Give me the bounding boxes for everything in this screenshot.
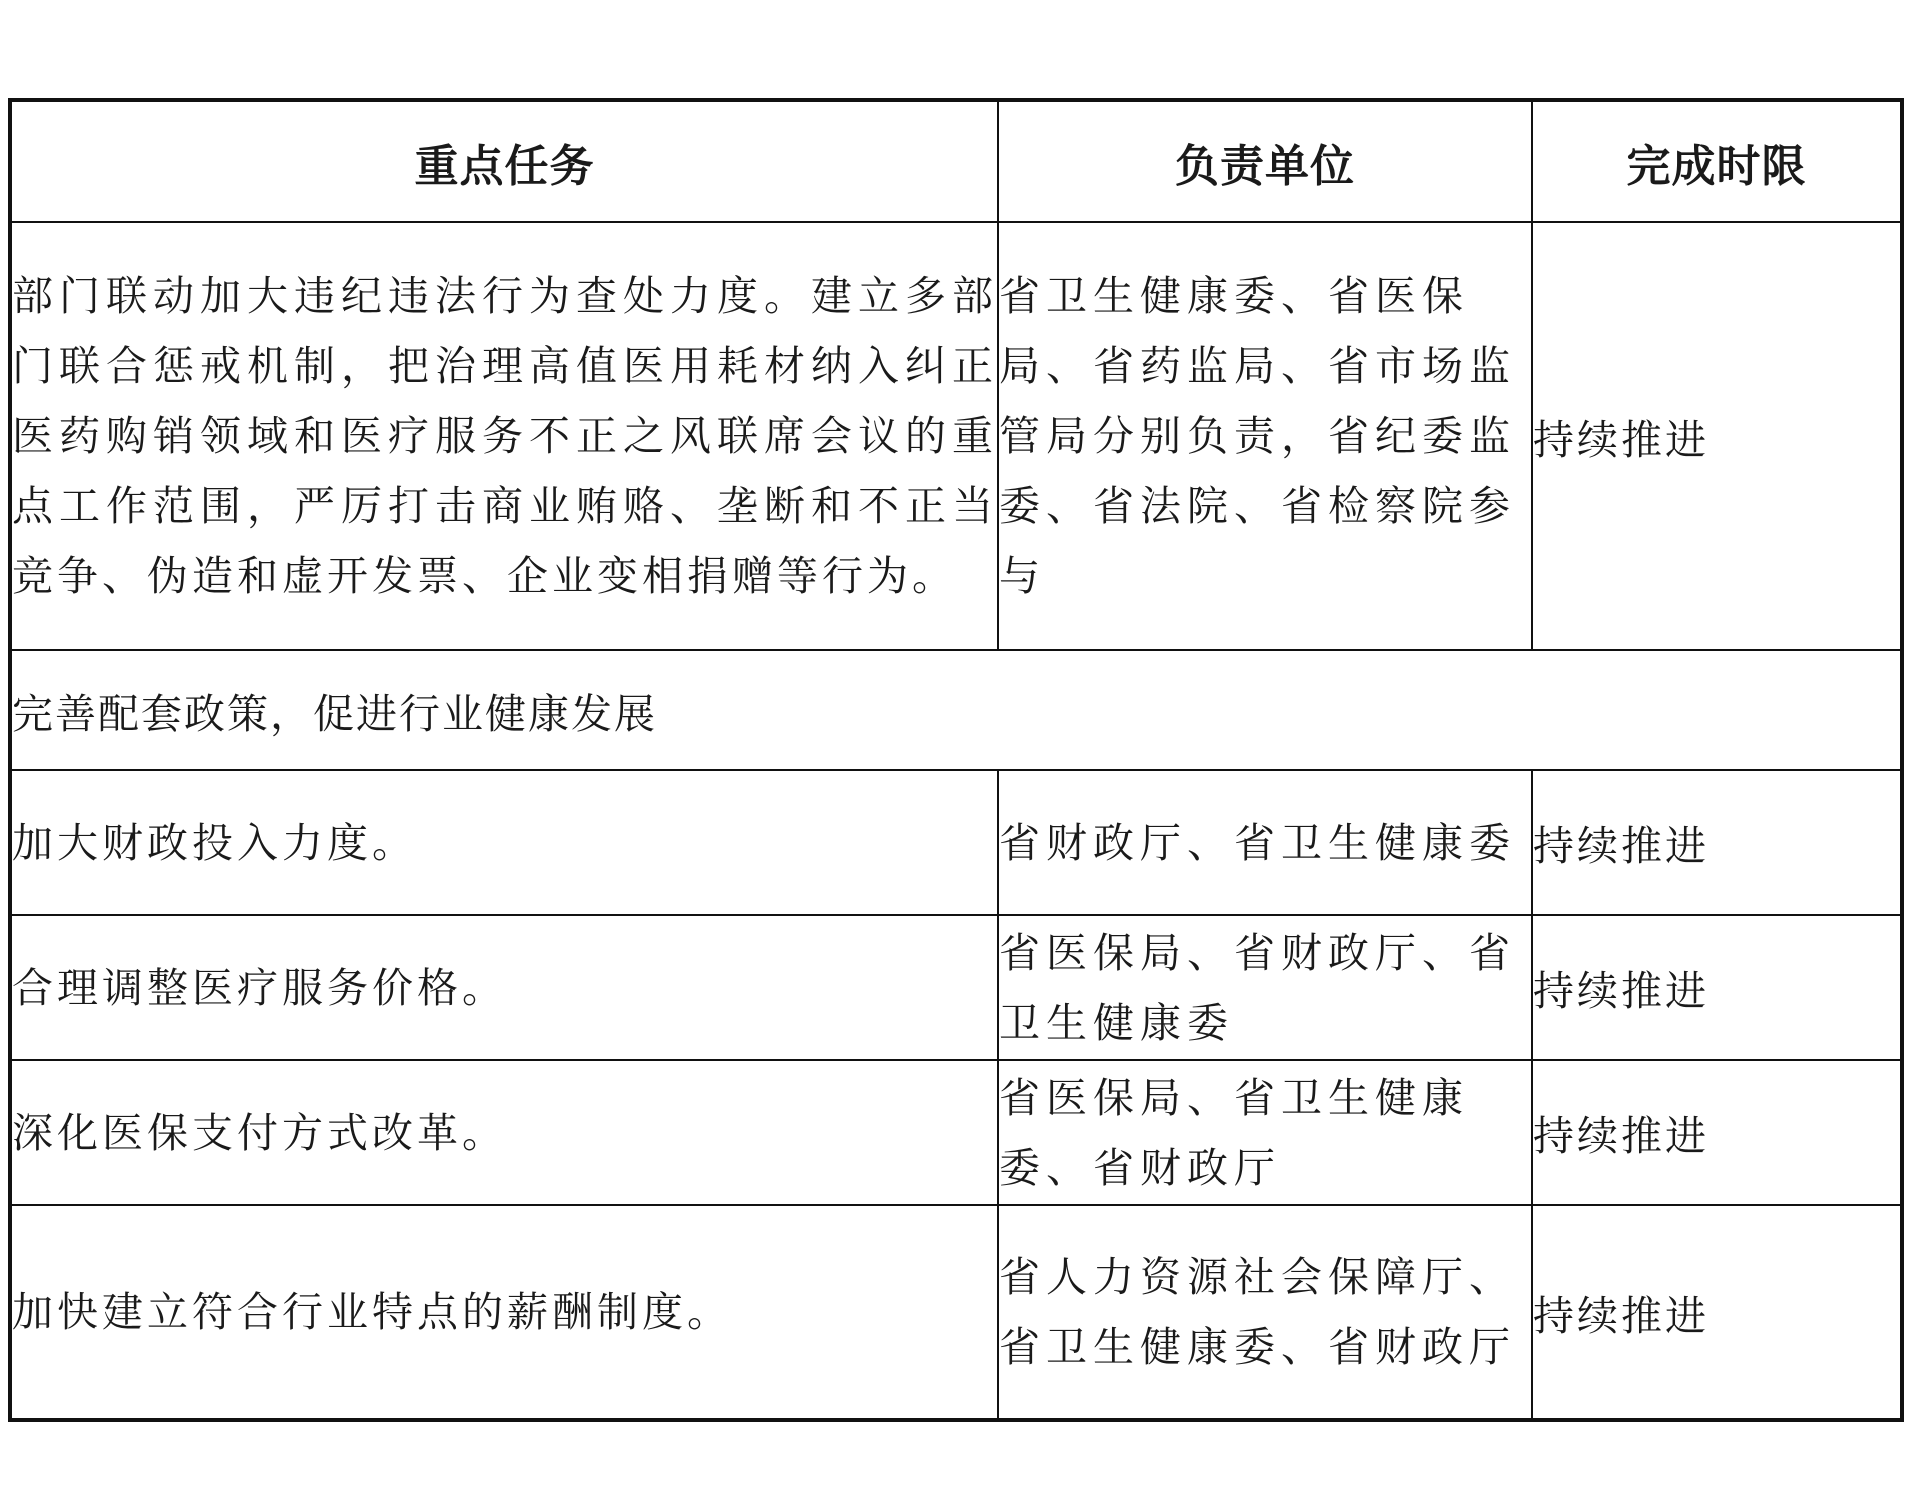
table-header-row	[10, 100, 1902, 222]
section-row	[10, 650, 1902, 770]
table-row	[10, 1205, 1902, 1420]
unit-cell: 省人力资源社会保障厅、省卫生健康委、省财政厅	[998, 1205, 1532, 1420]
table-row	[10, 770, 1902, 915]
deadline-cell: 持续推进	[1532, 915, 1902, 1060]
header-deadline: 完成时限	[1532, 100, 1902, 222]
deadline-cell: 持续推进	[1532, 1205, 1902, 1420]
task-cell: 深化医保支付方式改革。	[10, 1060, 998, 1205]
task-cell: 加快建立符合行业特点的薪酬制度。	[10, 1205, 998, 1420]
task-table	[8, 98, 1904, 1422]
deadline-cell: 持续推进	[1532, 222, 1902, 650]
unit-cell: 省医保局、省财政厅、省卫生健康委	[998, 915, 1532, 1060]
task-cell: 部门联动加大违纪违法行为查处力度。建立多部门联合惩戒机制，把治理高值医用耗材纳入纠正医药购销领域和医疗服务不正之风联席会议的重点工作范围，严厉打击商业贿赂、垄断和不正当竞争、伪造和虚开发票、企业变相捐赠等行为。	[10, 222, 998, 650]
unit-cell: 省卫生健康委、省医保局、省药监局、省市场监管局分别负责，省纪委监委、省法院、省检察院参与	[998, 222, 1532, 650]
table-row	[10, 222, 1902, 650]
task-cell: 加大财政投入力度。	[10, 770, 998, 915]
table-row	[10, 1060, 1902, 1205]
header-unit: 负责单位	[998, 100, 1532, 222]
header-task: 重点任务	[10, 100, 998, 222]
task-cell: 合理调整医疗服务价格。	[10, 915, 998, 1060]
deadline-cell: 持续推进	[1532, 1060, 1902, 1205]
unit-cell: 省医保局、省卫生健康委、省财政厅	[998, 1060, 1532, 1205]
deadline-cell: 持续推进	[1532, 770, 1902, 915]
unit-cell: 省财政厅、省卫生健康委	[998, 770, 1532, 915]
section-heading: 完善配套政策，促进行业健康发展	[10, 650, 1902, 770]
table-row	[10, 915, 1902, 1060]
